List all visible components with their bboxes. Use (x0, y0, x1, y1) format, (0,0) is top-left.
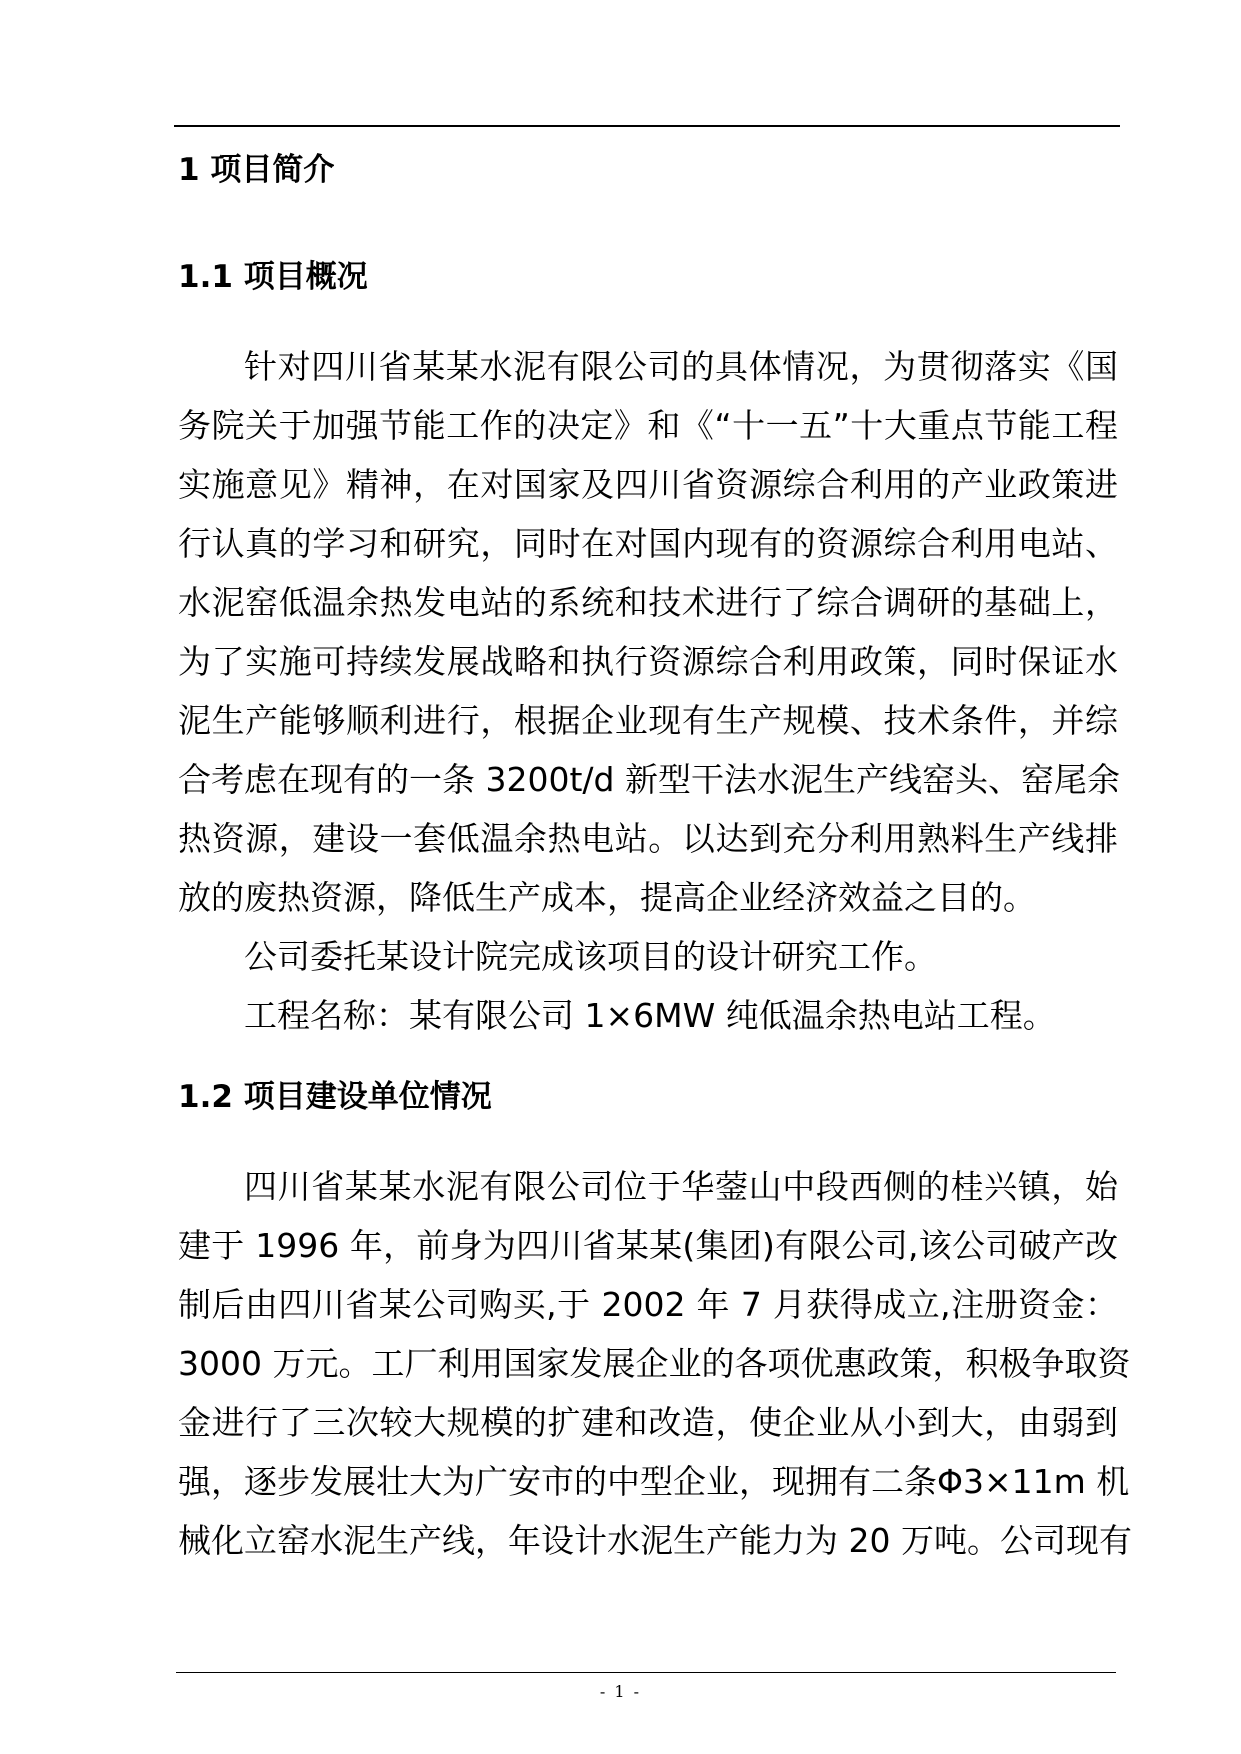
para-line: 公司委托某设计院完成该项目的设计研究工作。 (244, 937, 937, 976)
heading-1: 1 项目简介 (178, 152, 335, 188)
para-line: 热资源，建设一套低温余热电站。以达到充分利用熟料生产线排 (178, 819, 1118, 858)
para-line: 四川省某某水泥有限公司位于华蓥山中段西侧的桂兴镇，始 (244, 1167, 1118, 1206)
para-line: 务院关于加强节能工作的决定》和《“十一五”十大重点节能工程 (178, 406, 1118, 445)
heading-1-2: 1.2 项目建设单位情况 (178, 1079, 492, 1115)
para-line: 金进行了三次较大规模的扩建和改造，使企业从小到大，由弱到 (178, 1403, 1118, 1442)
heading-1-1: 1.1 项目概况 (178, 259, 368, 295)
para-line: 合考虑在现有的一条 3200t/d 新型干法水泥生产线窑头、窑尾余 (178, 760, 1120, 799)
para-line: 泥生产能够顺利进行，根据企业现有生产规模、技术条件，并综 (178, 701, 1118, 740)
footer-rule (176, 1672, 1116, 1673)
para-line: 建于 1996 年，前身为四川省某某(集团)有限公司,该公司破产改 (178, 1226, 1118, 1265)
para-line: 制后由四川省某公司购买,于 2002 年 7 月获得成立,注册资金： (178, 1285, 1118, 1324)
project-name-line: 工程名称：某有限公司 1×6MW 纯低温余热电站工程。 (244, 996, 1056, 1035)
para-line: 水泥窑低温余热发电站的系统和技术进行了综合调研的基础上， (178, 583, 1118, 622)
para-line: 实施意见》精神，在对国家及四川省资源综合利用的产业政策进 (178, 465, 1118, 504)
para-line: 械化立窑水泥生产线，年设计水泥生产能力为 20 万吨。公司现有 (178, 1521, 1132, 1560)
page-number: - 1 - (599, 1682, 642, 1701)
para-line: 为了实施可持续发展战略和执行资源综合利用政策，同时保证水 (178, 642, 1118, 681)
para-line: 3000 万元。工厂利用国家发展企业的各项优惠政策，积极争取资 (178, 1344, 1131, 1383)
para-line: 针对四川省某某水泥有限公司的具体情况，为贯彻落实《国 (244, 347, 1118, 386)
para-line: 放的废热资源，降低生产成本，提高企业经济效益之目的。 (178, 878, 1036, 917)
para-line: 行认真的学习和研究，同时在对国内现有的资源综合利用电站、 (178, 524, 1118, 563)
para-line: 强，逐步发展壮大为广安市的中型企业，现拥有二条Φ3×11m 机 (178, 1462, 1130, 1501)
header-rule (174, 125, 1120, 127)
